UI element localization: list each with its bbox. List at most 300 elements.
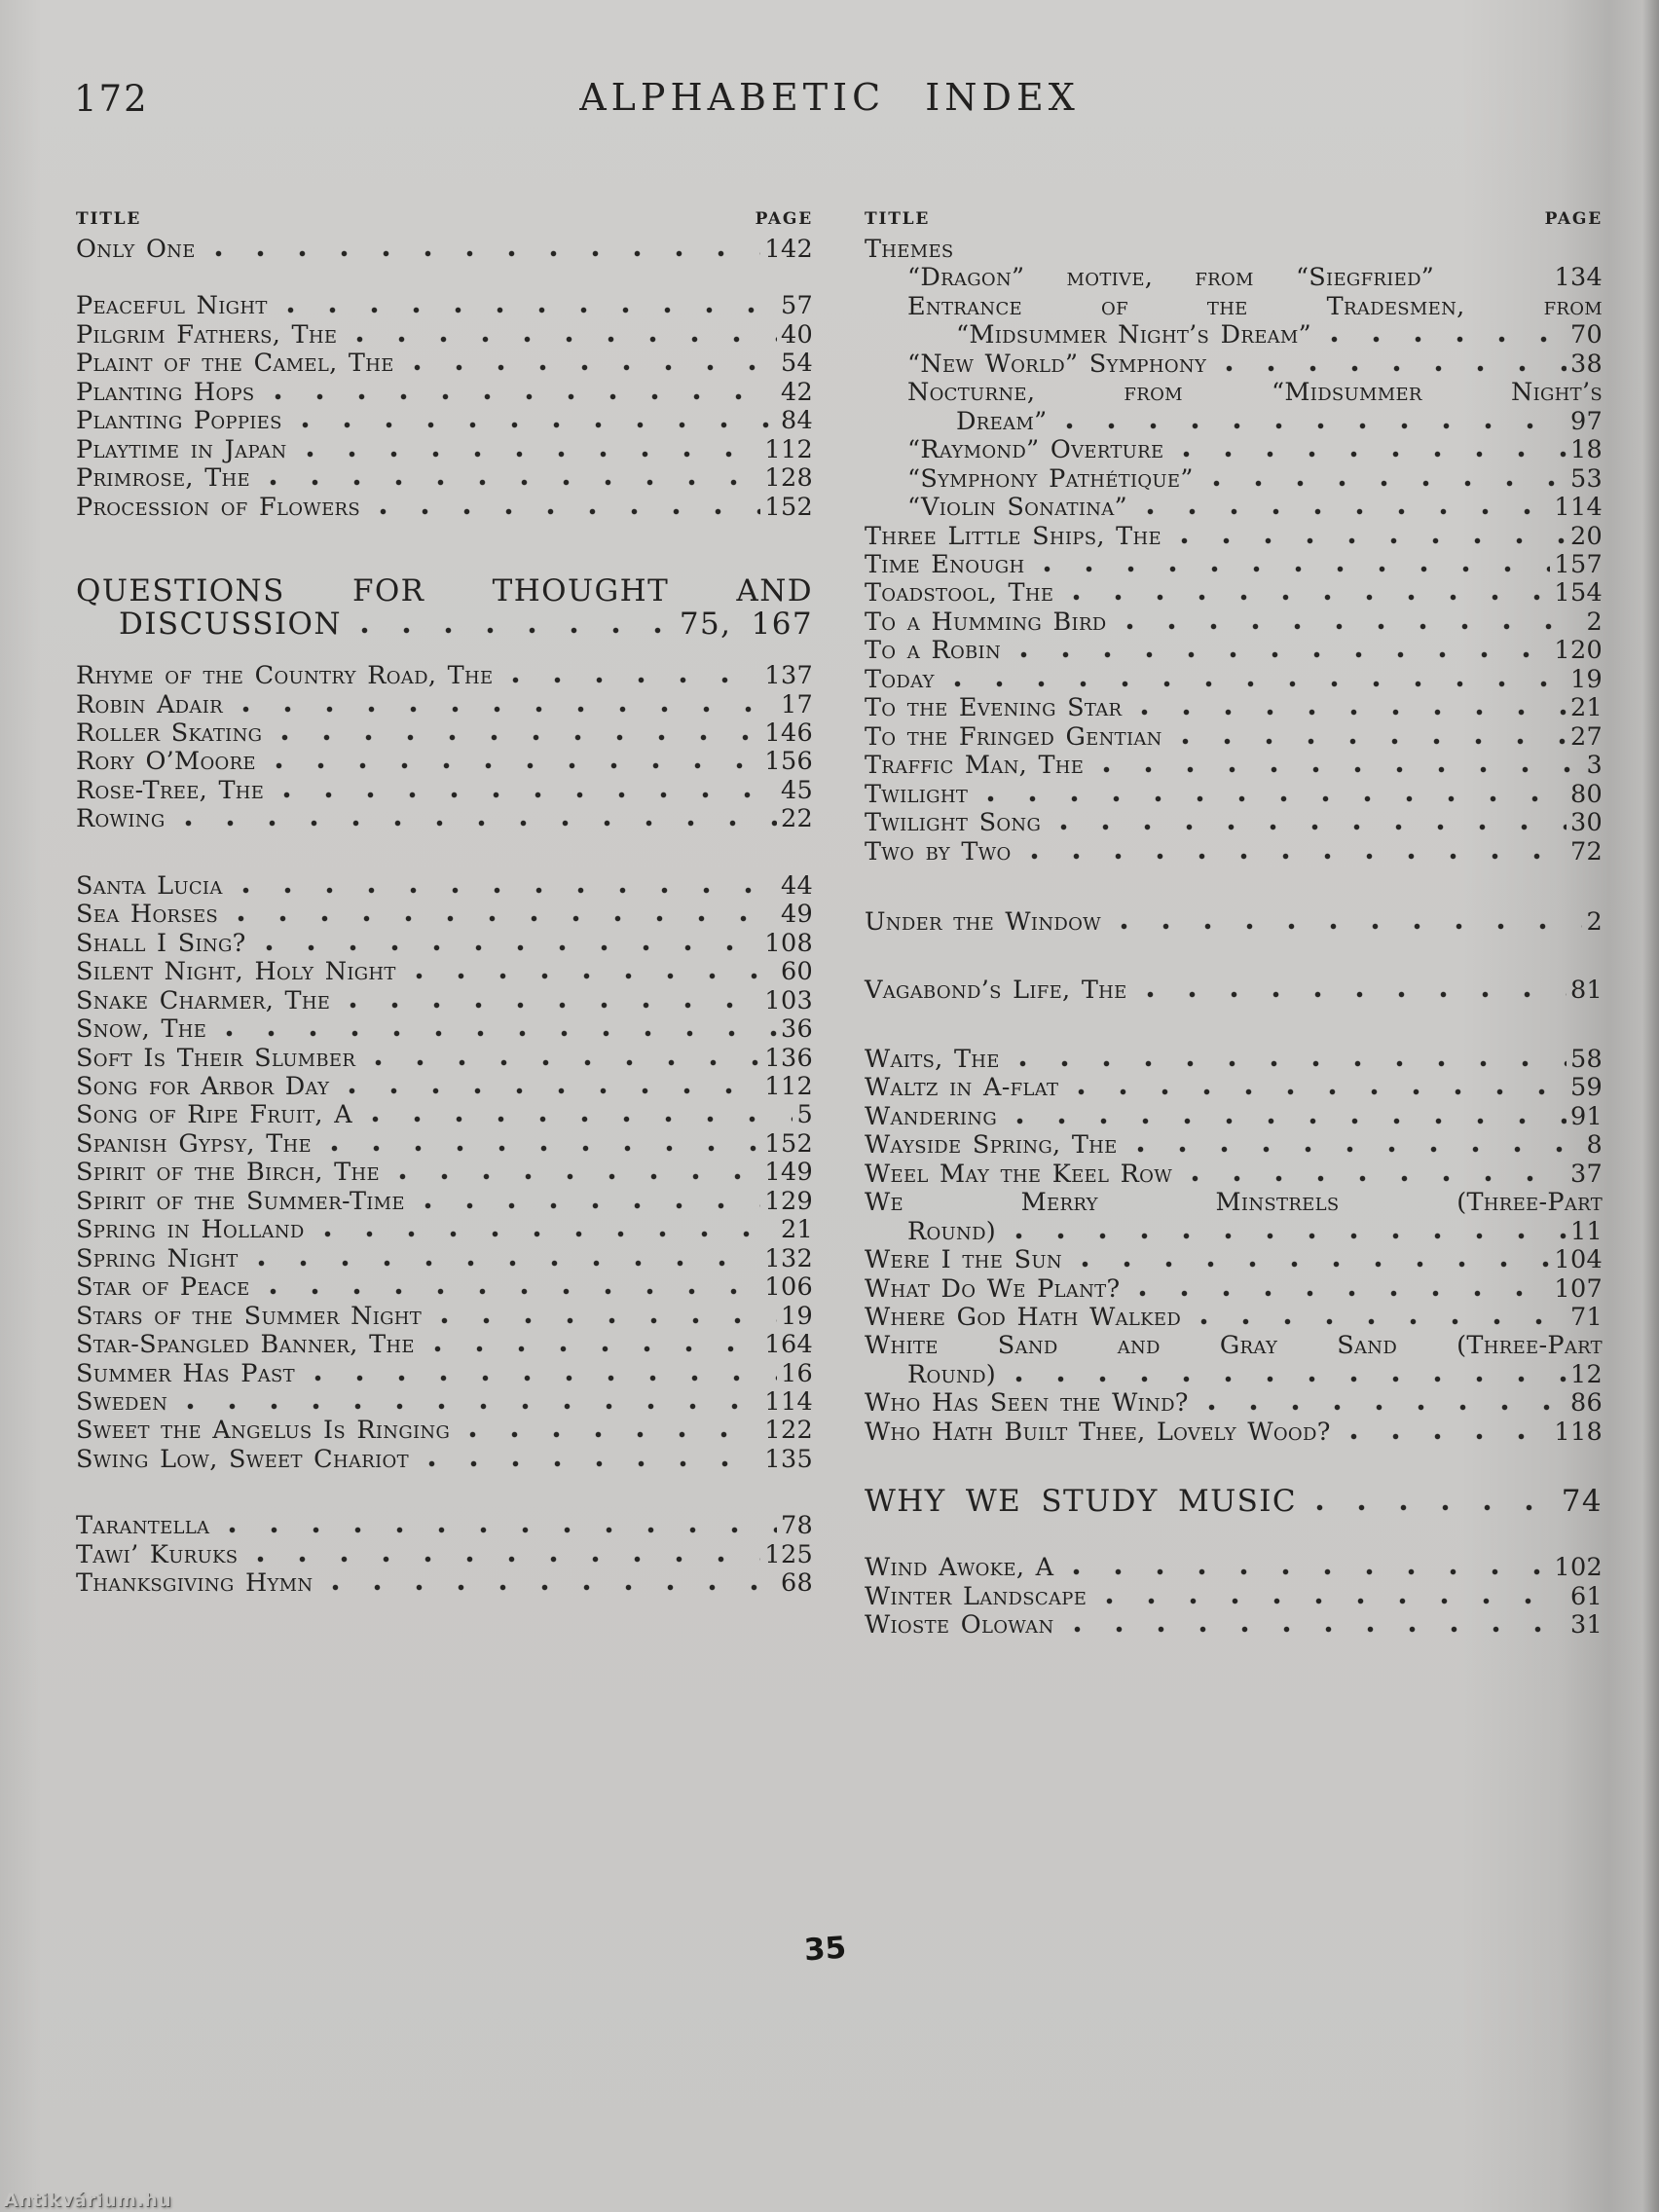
column-entries [76,236,813,1599]
dot-leader [389,1173,761,1180]
entry-title: “Violin Sonatina” [907,493,1127,523]
dot-leader [1171,537,1567,544]
entry-page-number: 149 [764,1158,813,1188]
index-entry [865,465,1603,494]
entry-title: Peaceful Night [76,291,268,321]
entry-page-number: 107 [1554,1273,1603,1304]
index-entry [865,408,1603,436]
dot-leader [1034,566,1550,572]
index-entry [76,494,813,522]
entry-page-number: 135 [764,1444,813,1474]
dot-leader [1093,766,1582,773]
index-entry [865,1074,1603,1102]
entry-title: Entrance of the Tradesmen, from [907,291,1603,321]
entry-page-number: 132 [764,1243,813,1273]
entry-title: Sweet the Angelus Is Ringing [76,1416,451,1446]
dot-leader [1007,1118,1567,1124]
entry-page-number: 80 [1569,779,1603,809]
entry-title: White Sand and Gray Sand (Three-Part [865,1331,1603,1361]
entry-title: Twilight Song [865,808,1042,838]
dot-leader [233,706,777,713]
entry-page-number: 53 [1569,463,1603,494]
entry-page-number: 157 [1554,549,1603,579]
entry-page-number: 17 [780,689,813,719]
entry-page-number: 68 [780,1568,813,1599]
entry-page-number: 164 [764,1330,813,1360]
entry-page-number: 86 [1569,1388,1603,1419]
dot-leader [1444,278,1550,285]
dot-leader [272,734,760,741]
entry-page-number: 5 [796,1100,813,1130]
entry-title: WHY WE STUDY MUSIC [865,1484,1298,1520]
entry-page-number: 91 [1569,1101,1603,1131]
entry-title: Silent Night, Holy Night [76,957,396,987]
index-entry [865,977,1603,1005]
dot-leader [256,944,761,951]
index-entry [865,1419,1603,1447]
index-entry [865,1485,1603,1518]
entry-page-number: 74 [1561,1484,1603,1520]
dot-leader [339,1088,760,1094]
entry-title: Dream” [956,406,1048,436]
dot-leader [1063,594,1550,601]
entry-title: Themes [865,235,954,264]
index-entry [76,777,813,805]
dot-leader [297,451,761,458]
entry-title: Where God Hath Walked [865,1302,1182,1332]
entry-page-number: 11 [1569,1216,1603,1246]
entry-page-number: 81 [1569,976,1603,1006]
index-group [865,236,1603,866]
entry-title: We Merry Minstrels (Three-Part [865,1188,1603,1218]
entry-page-number: 71 [1569,1302,1603,1332]
dot-leader [347,336,777,343]
dot-leader [1010,1060,1567,1067]
index-entry [865,1131,1603,1160]
entry-page-number: 2 [1586,906,1603,937]
index-entry [76,1073,813,1101]
index-entry [865,293,1603,321]
index-entry [76,1015,813,1044]
entry-page-number: 104 [1554,1245,1603,1275]
entry-title: Robin Adair [76,689,223,719]
entry-page-number: 59 [1569,1073,1603,1103]
entry-page-number: 128 [764,463,813,494]
index-entry [76,719,813,748]
dot-leader [292,422,777,428]
dot-leader [233,887,777,894]
dot-leader [219,1527,777,1533]
entry-page-number: 22 [780,804,813,834]
entry-page-number: 19 [780,1301,813,1331]
entry-title: “New World” Symphony [907,349,1207,379]
index-entry [865,1218,1603,1246]
entry-page-number: 137 [764,661,813,691]
entry-title: Song for Arbor Day [76,1071,330,1101]
index-entry [865,579,1603,608]
index-entry [865,694,1603,722]
entry-title: To the Evening Star [865,693,1123,723]
index-entry [76,574,813,608]
dot-leader [314,1231,777,1237]
index-entry [865,781,1603,809]
entry-page-number: 125 [764,1539,813,1569]
entry-title: Spirit of the Summer-Time [76,1186,405,1216]
dot-leader [1127,1146,1583,1153]
entry-page-number: 42 [780,377,813,407]
entry-title: Today [865,664,935,694]
entry-page-number: 2 [1586,607,1603,637]
index-entry [865,1304,1603,1332]
entry-page-number: 84 [780,406,813,436]
entry-title: Vagabond’s Life, The [865,976,1127,1006]
entry-page-number: 36 [780,1014,813,1045]
page-stamp: 35 [802,1930,848,1969]
index-entry [76,662,813,690]
watermark: Antikvárium.hu [4,2190,172,2211]
entry-page-number: 156 [764,747,813,777]
index-entry [865,838,1603,866]
index-entry [865,752,1603,780]
index-entry [865,809,1603,837]
dot-leader [321,1145,760,1152]
entry-title: Summer Has Past [76,1358,295,1388]
entry-title: Wayside Spring, The [865,1130,1118,1161]
entry-title: Sea Horses [76,900,219,930]
index-entry [76,1045,813,1073]
entry-title: Time Enough [865,549,1025,579]
index-entry [76,608,813,641]
entry-title: Spring in Holland [76,1215,305,1245]
dot-leader [1129,1290,1550,1297]
entry-page-number: 142 [764,235,813,264]
entry-page-number: 118 [1554,1417,1603,1447]
index-entry [76,379,813,407]
index-entry [865,1332,1603,1360]
index-entry [865,1161,1603,1189]
dot-leader [1006,1233,1567,1239]
entry-title: “Raymond” Overture [907,435,1164,465]
entry-title: To the Fringed Gentian [865,721,1162,752]
index-entry [76,1360,813,1388]
dot-leader [1321,336,1567,343]
entry-title: Shall I Sing? [76,928,246,958]
entry-title: Weel May the Keel Row [865,1159,1173,1189]
index-entry [76,1130,813,1159]
entry-page-number: 58 [1569,1044,1603,1074]
entry-title: Plaint of the Camel, The [76,349,394,379]
entry-title: “Dragon” motive, from “Siegfried” [907,263,1435,293]
dot-leader [228,915,777,922]
dot-leader [1051,824,1567,830]
index-entry [76,1388,813,1417]
entry-title: Santa Lucia [76,870,223,901]
dot-leader [1111,923,1582,930]
index-entry [865,1611,1603,1640]
index-entry [865,1046,1603,1074]
entry-title: Song of Ripe Fruit, A [76,1100,352,1130]
entry-page-number: 44 [780,870,813,901]
dot-leader [260,479,760,486]
entry-title: Soft Is Their Slumber [76,1043,356,1073]
entry-page-number: 152 [764,492,813,522]
entry-page-number: 18 [1569,435,1603,465]
index-entry [865,637,1603,665]
dot-leader [1341,1433,1551,1440]
entry-page-number: 61 [1569,1581,1603,1611]
dot-leader [1182,1175,1567,1182]
entry-page-number: 8 [1586,1130,1603,1161]
entry-page-number: 97 [1569,406,1603,436]
entry-page-number: 134 [1554,263,1604,293]
entry-title: Nocturne, from “Midsummer Night’s [907,378,1603,408]
dot-leader [177,1403,760,1410]
dot-leader [1063,1568,1550,1575]
dot-leader [305,1375,777,1382]
dot-leader [460,1431,760,1438]
dot-leader [274,792,777,798]
entry-page-number: 20 [1569,521,1603,551]
entry-title: “Symphony Pathétique” [907,463,1194,494]
entry-title: Only One [76,235,196,264]
page-title: ALPHABETIC INDEX [579,76,1080,119]
index-entry [76,350,813,378]
entry-title: Wind Awoke, A [865,1553,1054,1583]
entry-title: Rory O’Moore [76,747,256,777]
dot-leader [1216,365,1567,372]
index-entry [865,1189,1603,1217]
column-headers [865,209,1603,229]
index-entry [76,436,813,464]
index-entry [865,494,1603,522]
entry-title: Three Little Ships, The [865,521,1161,551]
page-column-label: PAGE [755,209,813,229]
entry-title: Star-Spangled Banner, The [76,1330,415,1360]
dot-leader [248,1260,761,1267]
dot-leader [1191,1318,1567,1325]
entry-page-number: 27 [1569,721,1603,752]
dot-leader [370,508,760,515]
index-entry [76,1446,813,1474]
index-entry [76,292,813,320]
index-entry [76,321,813,350]
dot-leader [1172,738,1567,745]
index-entry [76,407,813,435]
index-entry [76,958,813,986]
dot-leader [1072,1261,1551,1268]
entry-page-number: 112 [764,434,813,464]
index-column-left [76,209,813,1599]
index-group [76,236,813,264]
index-entry [76,236,813,264]
dot-leader [502,677,760,683]
index-entry [76,1216,813,1244]
entry-title: Roller Skating [76,718,263,748]
entry-title: Twilight [865,779,969,809]
index-entry [76,1541,813,1569]
entry-page-number: 72 [1569,836,1603,866]
index-entry [865,666,1603,694]
dot-leader [404,364,777,371]
index-group [865,1554,1603,1640]
dot-leader [265,393,777,400]
entry-title: Were I the Sun [865,1245,1062,1275]
entry-page-number: 40 [780,319,813,350]
index-entry [865,1554,1603,1582]
dot-leader [419,1460,761,1467]
dot-leader [1203,480,1567,487]
dot-leader [944,681,1567,687]
entry-title: Sweden [76,1386,168,1417]
entry-page-number: 21 [780,1215,813,1245]
entry-title: Waltz in A-flat [865,1073,1059,1103]
entry-page-number: 106 [764,1272,813,1303]
entry-page-number: 122 [764,1416,813,1446]
entry-page-number: 21 [1569,693,1603,723]
dot-leader [322,1584,776,1591]
entry-title: Rose-Tree, The [76,775,265,805]
entry-title: Wandering [865,1101,998,1131]
entry-title: Primrose, The [76,463,250,494]
entry-title: Playtime in Japan [76,434,287,464]
entry-title: Thanksgiving Hymn [76,1568,313,1599]
entry-title: Tawi’ Kuruks [76,1539,239,1569]
dot-leader [1198,1404,1567,1411]
entry-title: Spanish Gypsy, The [76,1128,312,1159]
entry-page-number: 129 [764,1186,813,1216]
entry-page-number: 12 [1569,1359,1603,1389]
index-entry [865,1361,1603,1389]
entry-page-number: 154 [1554,578,1603,608]
dot-leader [277,307,777,313]
dot-leader [977,795,1567,802]
index-entry [865,379,1603,407]
dot-leader [1011,651,1550,658]
index-entry [76,1417,813,1445]
index-entry [865,1583,1603,1611]
entry-page-number: 19 [1569,664,1603,694]
dot-leader [175,820,777,827]
entry-title: Pilgrim Fathers, The [76,319,338,350]
index-entry [76,1245,813,1273]
index-group [76,872,813,1475]
dot-leader [1173,451,1566,458]
entry-page-number: 16 [780,1358,813,1388]
entry-title: Snow, The [76,1014,207,1045]
entry-title: Under the Window [865,906,1101,937]
index-group [76,292,813,522]
index-entry [865,608,1603,637]
entry-title: Who Has Seen the Wind? [865,1388,1189,1419]
dot-leader [1068,1088,1567,1095]
entry-title: Rhyme of the Country Road, The [76,661,494,691]
entry-title: Toadstool, The [865,578,1054,608]
entry-page-number: 60 [780,957,813,987]
page-column-label: PAGE [1544,209,1603,229]
index-entry [76,691,813,719]
entry-page-number: 114 [1554,493,1603,523]
dot-leader [1131,709,1567,716]
entry-page-number: 38 [1569,349,1603,379]
index-entry [76,1512,813,1540]
index-entry [865,723,1603,752]
entry-page-number: 103 [764,985,813,1015]
entry-page-number: 70 [1569,320,1603,350]
dot-leader [1006,1376,1567,1382]
dot-leader [205,250,761,257]
dot-leader [1056,423,1567,429]
entry-title: Spirit of the Birch, The [76,1158,380,1188]
index-entry [76,872,813,901]
entry-page-number: 30 [1569,808,1603,838]
index-entry [76,930,813,958]
dot-leader [1307,1504,1558,1511]
index-entry [865,1103,1603,1131]
column-entries [865,236,1603,1641]
index-entry [865,436,1603,464]
index-group [865,977,1603,1005]
index-column-right [865,209,1603,1641]
dot-leader [1096,1598,1567,1604]
entry-page-number: 102 [1554,1553,1603,1583]
entry-title: Traffic Man, The [865,751,1085,781]
index-entry [76,1188,813,1216]
entry-title: Planting Hops [76,377,255,407]
entry-page-number: 120 [1554,636,1603,666]
index-group [865,1046,1603,1447]
entry-title: Wioste Olowan [865,1610,1054,1641]
entry-title: Procession of Flowers [76,492,361,522]
entry-page-number: 152 [764,1128,813,1159]
index-entry [865,321,1603,350]
entry-title: Swing Low, Sweet Chariot [76,1444,409,1474]
entry-page-number: 114 [764,1386,813,1417]
dot-leader [351,627,676,634]
dot-leader [216,1030,777,1037]
entry-title: Two by Two [865,836,1012,866]
index-entry [76,901,813,929]
index-entry [76,987,813,1015]
page-folio: 172 [74,78,149,120]
entry-title: DISCUSSION [119,607,342,643]
entry-page-number: 136 [764,1043,813,1073]
entry-title: Who Hath Built Thee, Lovely Wood? [865,1417,1331,1447]
dot-leader [424,1346,761,1352]
index-group [865,908,1603,937]
entry-title: Snake Charmer, The [76,985,331,1015]
dot-leader [365,1059,760,1066]
index-entry [76,805,813,833]
index-entry [865,1275,1603,1304]
dot-leader [415,1202,761,1209]
dot-leader [362,1116,793,1123]
entry-page-number: 3 [1586,751,1603,781]
index-group [865,1485,1603,1518]
index-group [76,574,813,641]
dot-leader [260,1288,761,1295]
dot-leader [1137,991,1567,998]
entry-page-number: 108 [764,928,813,958]
entry-title: To a Robin [865,636,1002,666]
entry-title: Rowing [76,804,166,834]
index-entry [76,464,813,493]
index-entry [865,551,1603,579]
entry-page-number: 54 [780,349,813,379]
index-entry [76,1331,813,1359]
entry-page-number: 45 [780,775,813,805]
entry-title: Round) [907,1359,997,1389]
entry-title: Winter Landscape [865,1581,1088,1611]
